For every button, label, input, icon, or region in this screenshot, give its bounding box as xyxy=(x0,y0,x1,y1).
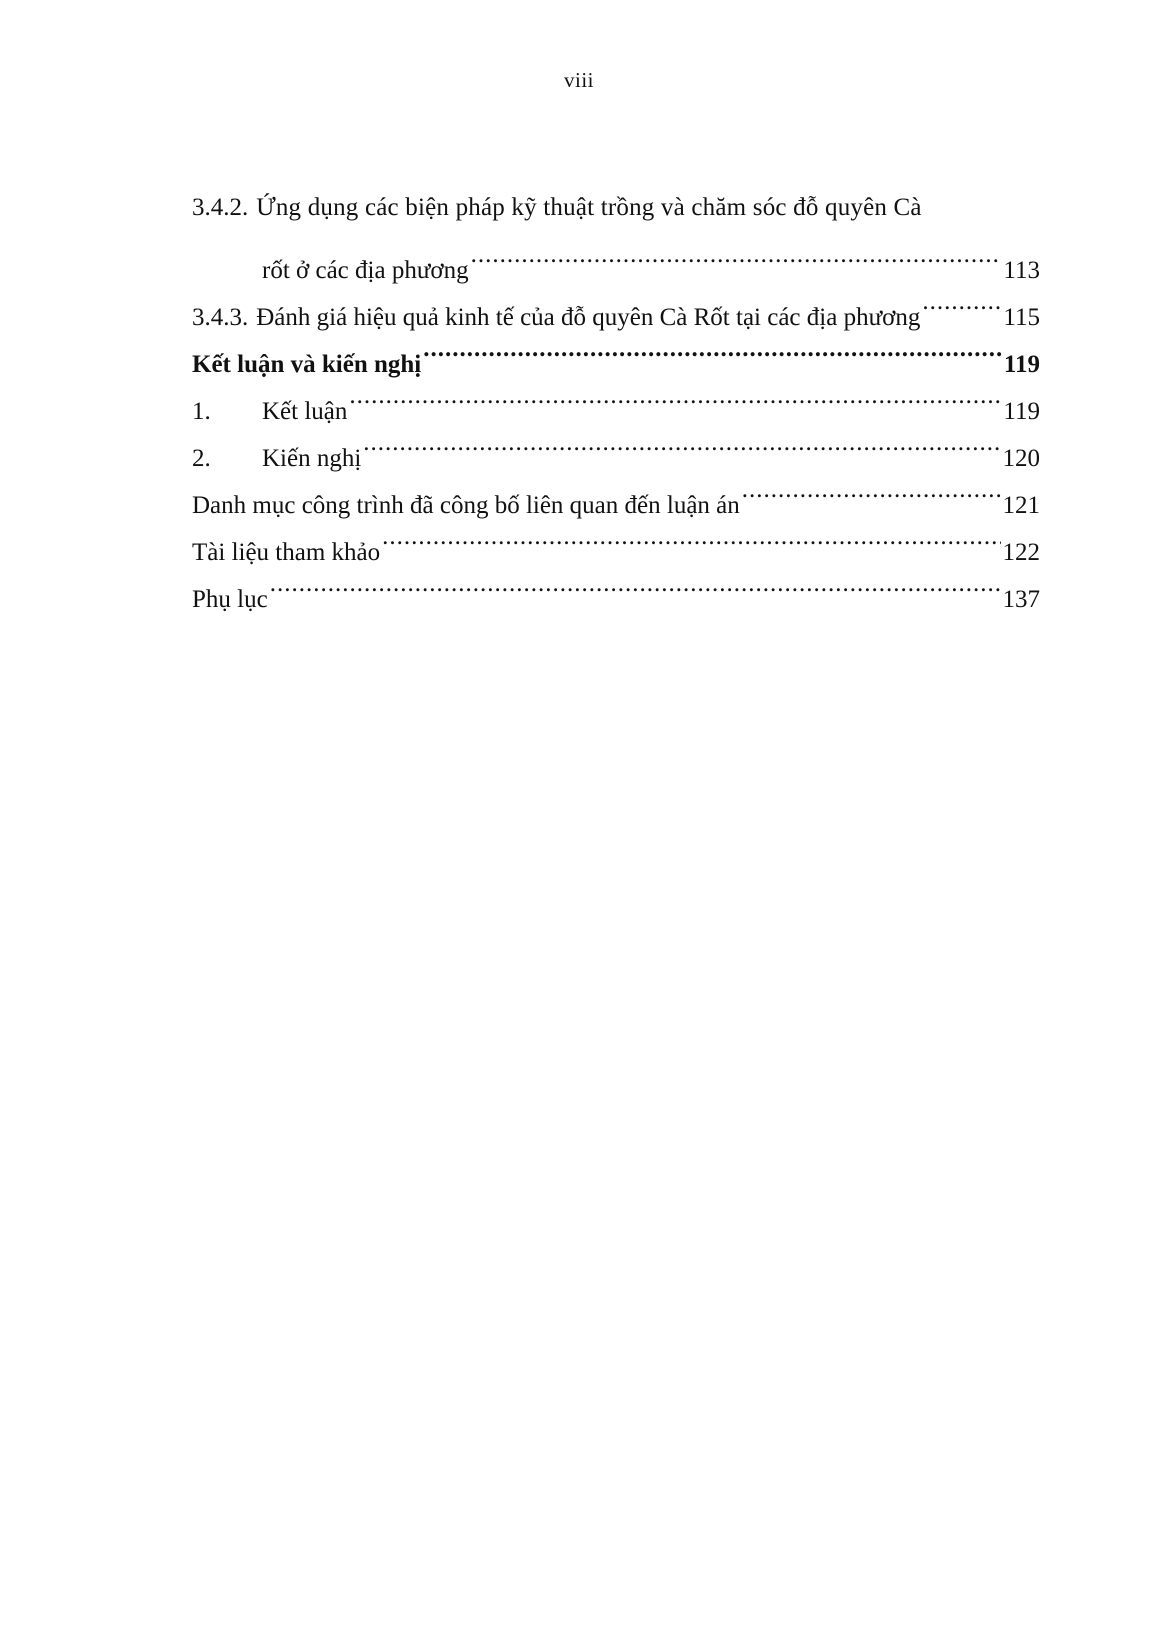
toc-leader-dots xyxy=(270,560,1001,607)
table-of-contents xyxy=(192,184,1040,613)
toc-entry-references[interactable] xyxy=(192,513,1040,566)
toc-entry-3-4-2[interactable] xyxy=(192,184,1040,231)
toc-leader-dots xyxy=(382,513,1000,560)
toc-entry-page: 120 xyxy=(1002,445,1040,472)
toc-entry-title: Đánh giá hiệu quả kinh tế của đỗ quyên Cà Rốt tại các địa phương xyxy=(256,304,921,331)
toc-entry-page: 137 xyxy=(1002,586,1040,613)
toc-entry-page: 122 xyxy=(1002,539,1040,566)
toc-leader-dots xyxy=(423,325,1002,372)
toc-entry-publications[interactable] xyxy=(192,466,1040,519)
toc-entry-3-4-2-continued[interactable] xyxy=(192,231,1040,284)
toc-entry-number: 3.4.2. xyxy=(192,194,249,221)
toc-entry-page: 121 xyxy=(1002,492,1040,519)
toc-entry-title: Kiến nghị xyxy=(262,445,362,472)
toc-entry-conclusions-recommendations[interactable] xyxy=(192,325,1040,378)
toc-entry-recommendations[interactable] xyxy=(192,419,1040,472)
toc-leader-dots xyxy=(363,419,1000,466)
toc-entry-title: Phụ lục xyxy=(192,586,268,613)
toc-entry-title-continued: rốt ở các địa phương xyxy=(262,257,469,284)
toc-entry-title: Danh mục công trình đã công bố liên quan đến luận án xyxy=(192,492,740,519)
toc-entry-3-4-3[interactable] xyxy=(192,278,1040,331)
toc-entry-conclusions[interactable] xyxy=(192,372,1040,425)
toc-entry-title: Ứng dụng các biện pháp kỹ thuật trồng và chăm sóc đỗ quyên Cà xyxy=(256,194,922,221)
toc-entry-number: 2. xyxy=(192,445,211,472)
toc-entry-title: Kết luận và kiến nghị xyxy=(192,351,422,378)
toc-leader-dots xyxy=(471,231,1002,278)
toc-entry-number: 3.4.3. xyxy=(192,304,249,331)
toc-entry-appendix[interactable] xyxy=(192,560,1040,613)
toc-entry-title: Tài liệu tham khảo xyxy=(192,539,381,566)
toc-entry-page: 113 xyxy=(1003,257,1040,284)
toc-leader-dots xyxy=(742,466,1001,513)
toc-leader-dots xyxy=(922,278,1001,325)
toc-entry-number: 1. xyxy=(192,398,211,425)
page-number: viii xyxy=(563,68,594,92)
toc-entry-page: 119 xyxy=(1003,351,1040,378)
toc-entry-page: 115 xyxy=(1003,304,1040,331)
toc-entry-title: Kết luận xyxy=(262,398,348,425)
toc-entry-page: 119 xyxy=(1003,398,1040,425)
toc-leader-dots xyxy=(349,372,1001,419)
